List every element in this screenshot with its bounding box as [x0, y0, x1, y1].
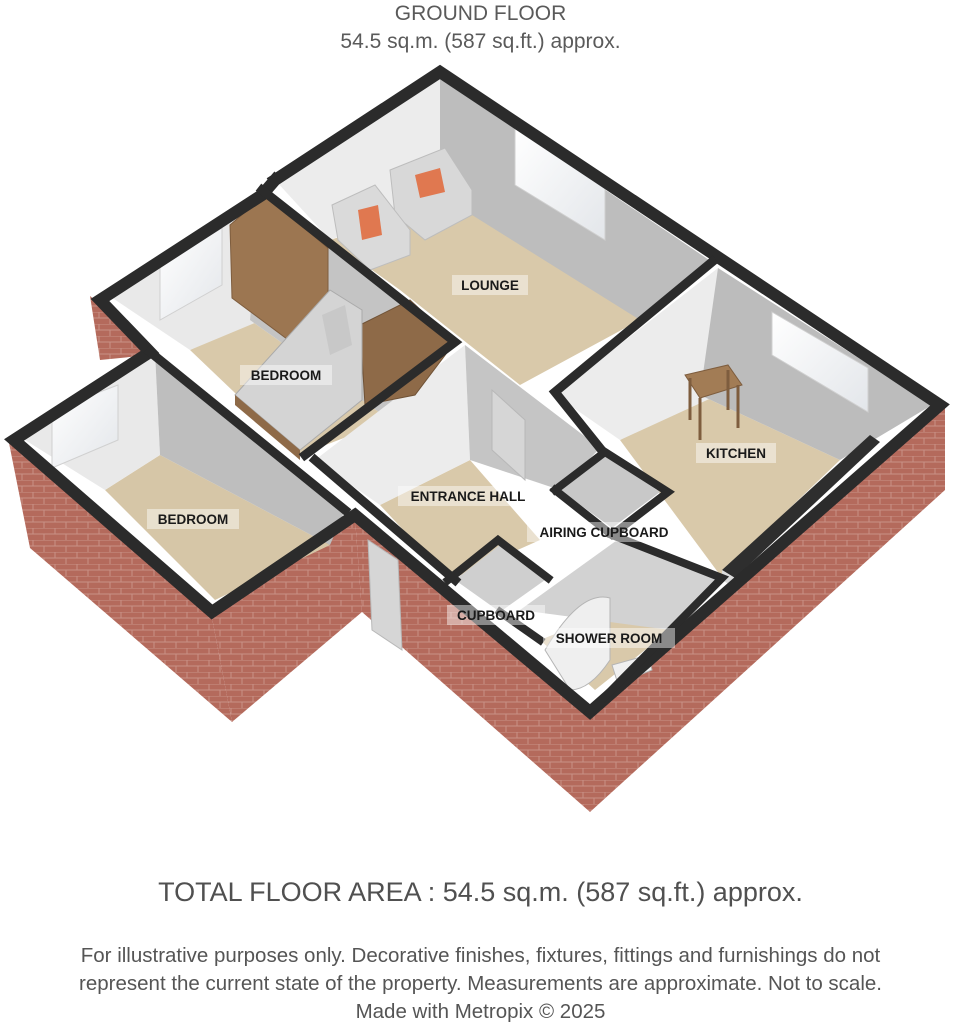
label-bedroom-2: BEDROOM: [157, 512, 229, 527]
disclaimer-line-3: Made with Metropix © 2025: [355, 1000, 606, 1023]
label-cupboard: CUPBOARD: [456, 608, 536, 623]
label-lounge: LOUNGE: [461, 278, 519, 293]
label-airing-cupboard: AIRING CUPBOARD: [539, 525, 669, 540]
disclaimer-line-1: For illustrative purposes only. Decorative finishes, fixtures, fittings and furnishings do not: [80, 944, 881, 967]
floor-area: 54.5 sq.m. (587 sq.ft.) approx.: [340, 30, 621, 53]
label-kitchen: KITCHEN: [706, 446, 766, 461]
label-entrance-hall: ENTRANCE HALL: [410, 489, 526, 504]
total-floor-area: TOTAL FLOOR AREA : 54.5 sq.m. (587 sq.ft.) approx.: [158, 877, 803, 907]
wall-shower-back: [520, 538, 720, 630]
label-shower-room: SHOWER ROOM: [555, 631, 663, 646]
label-bedroom-1: BEDROOM: [250, 368, 322, 383]
floor-name: GROUND FLOOR: [394, 2, 567, 25]
disclaimer-line-2: represent the current state of the property. Measurements are approximate. Not to scale.: [79, 972, 882, 995]
